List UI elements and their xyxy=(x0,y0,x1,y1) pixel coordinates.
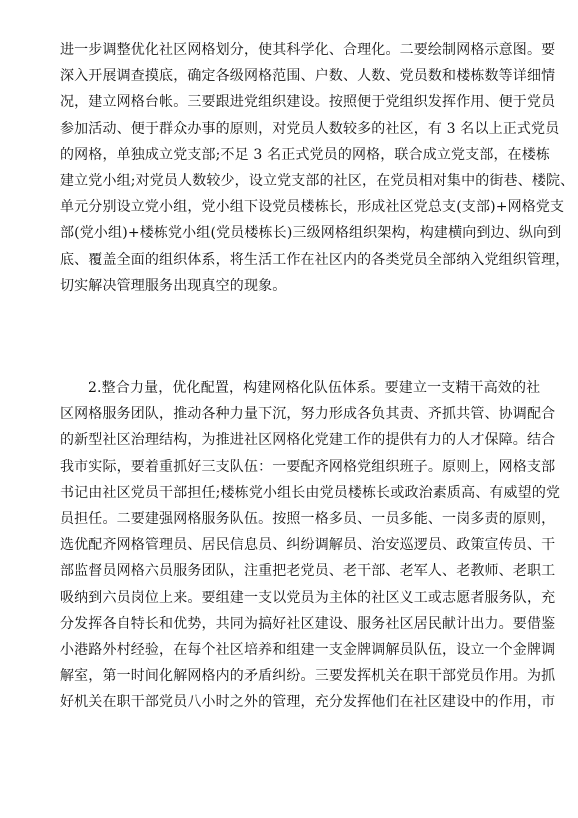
text-line: 部(党小组)+楼栋党小组(党员楼栋长)三级网格组织架构，构建横向到边、纵向到 xyxy=(60,225,562,242)
text-line: 2.整合力量，优化配置，构建网格化队伍体系。要建立一支精干高效的社 xyxy=(88,380,541,396)
text-line: 解室，第一时间化解网格内的矛盾纠纷。三要发挥机关在职干部党员作用。为抓 xyxy=(60,668,556,685)
text-line: 我市实际，要着重抓好三支队伍：一要配齐网格党组织班子。原则上，网格支部 xyxy=(60,458,556,475)
text-line: 况，建立网格台帐。三要跟进党组织建设。按照便于党组织发挥作用、便于党员 xyxy=(60,94,556,111)
text-line: 小港路外村经验，在每个社区培养和组建一支金牌调解员队伍，设立一个金牌调 xyxy=(60,642,556,659)
text-line: 参加活动、便于群众办事的原则，对党员人数较多的社区，有 3 名以上正式党员 xyxy=(60,120,560,137)
paragraph-grid-division xyxy=(60,37,575,299)
text-line: 区网格服务团队，推动各种力量下沉，努力形成各负其责、齐抓共管、协调配合 xyxy=(60,406,556,423)
text-line: 单元分别设立党小组，党小组下设党员楼栋长，形成社区党总支(支部)+网格党支 xyxy=(60,199,565,216)
text-line: 建立党小组;对党员人数较少，设立党支部的社区，在党员相对集中的街巷、楼院、 xyxy=(60,173,575,190)
text-line: 深入开展调查摸底，确定各级网格范围、户数、人数、党员数和楼栋数等详细情 xyxy=(60,68,556,85)
text-line: 员担任。二要建强网格服务队伍。按照一格多员、一员多能、一岗多责的原则， xyxy=(60,511,556,528)
text-line: 切实解决管理服务出现真空的现象。 xyxy=(60,277,287,294)
text-line: 选优配齐网格管理员、居民信息员、纠纷调解员、治安巡逻员、政策宣传员、干 xyxy=(60,537,556,554)
text-line: 吸纳到六员岗位上来。要组建一支以党员为主体的社区义工或志愿者服务队，充 xyxy=(60,589,556,606)
text-line: 分发挥各自特长和优势，共同为搞好社区建设、服务社区居民献计出力。要借鉴 xyxy=(60,615,556,632)
text-line: 书记由社区党员干部担任;楼栋党小组长由党员楼栋长或政治素质高、有威望的党 xyxy=(60,484,561,501)
text-line: 的网格，单独成立党支部;不足 3 名正式党员的网格，联合成立党支部，在楼栋 xyxy=(60,146,551,163)
text-line: 底、覆盖全面的组织体系，将生活工作在社区内的各类党员全部纳入党组织管理， xyxy=(60,251,570,268)
text-line: 的新型社区治理结构，为推进社区网格化党建工作的提供有力的人才保障。结合 xyxy=(60,432,556,449)
text-line: 部监督员网格六员服务团队，注重把老党员、老干部、老军人、老教师、老职工 xyxy=(60,563,556,580)
text-line: 好机关在职干部党员八小时之外的管理，充分发挥他们在社区建设中的作用，市 xyxy=(60,694,556,711)
paragraph-integrate-forces xyxy=(60,375,561,716)
text-line: 进一步调整优化社区网格划分，使其科学化、合理化。二要绘制网格示意图。要 xyxy=(60,42,556,58)
